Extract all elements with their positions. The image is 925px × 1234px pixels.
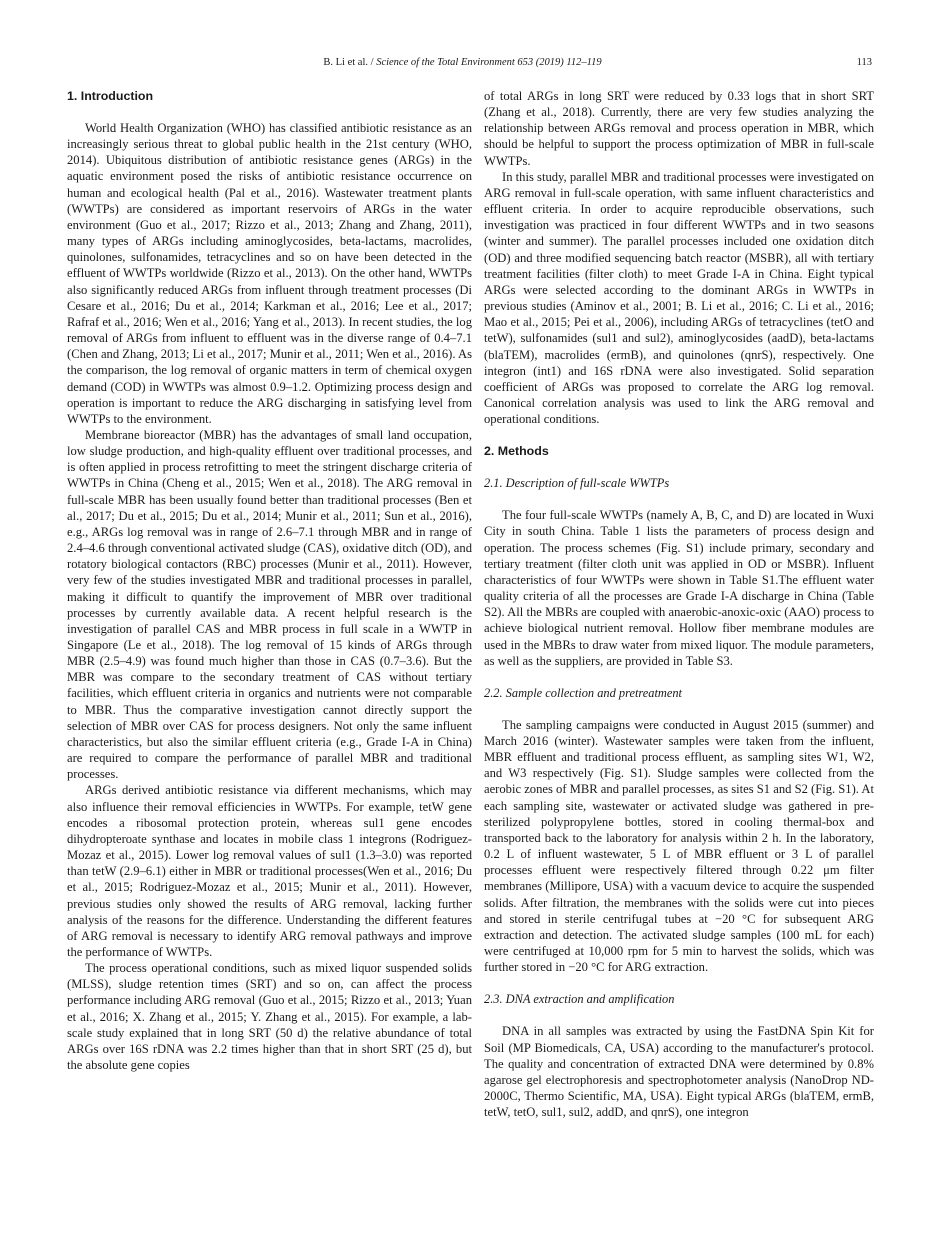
running-head [0, 57, 925, 68]
running-head-journal: Science of the Total Environment 653 (2019) 112–119 [376, 57, 602, 68]
section-heading-introduction: 1. Introduction [67, 89, 154, 103]
subsection-heading-2-3: 2.3. DNA extraction and amplification [484, 992, 675, 1007]
intro-paragraph-1: World Health Organization (WHO) has classified antibiotic resistance as an increasingly serious threat to global public health in the 21st century (WHO, 2014). Ubiquitous distribution of antibiotic resistance genes (ARGs) in the aquatic environment posed the risks of antibiotic resistance occurrence on human and ecological health (Pal et al., 2016). Wastewater treatment plants (WWTPs) are considered as important reservoirs of ARGs in the water environment (Guo et al., 2017; Rizzo et al., 2013; Zhang and Zhang, 2011), many types of ARGs including aminoglycosides, beta-lactams, macrolides, quinolones, sulfonamides, tetracyclines and so on have been detected in the effluent of WWTPs worldwide (Rizzo et al., 2013). On the other hand, WWTPs also significantly reduced ARGs from influent through treatment processes (Di Cesare et al., 2016; Du et al., 2014; Karkman et al., 2016; Lee et al., 2017; Rafraf et al., 2016; Wen et al., 2016; Yang et al., 2013). In recent studies, the log removal of ARGs from influent to effluent was in the diverse range of 0.4–7.1 (Chen and Zhang, 2013; Li et al., 2017; Munir et al., 2011; Wen et al., 2016). As the comparison, the log removal of organic matters in term of chemical oxygen demand (COD) in WWTPs was almost 0.9–1.2. Optimizing process design and operation is important to reduce the ARG discharging in satisfying level from WWTPs to the environment. [67, 121, 472, 426]
left-column [67, 88, 472, 1073]
subsection-heading-2-1: 2.1. Description of full-scale WWTPs [484, 476, 670, 491]
methods-paragraph-2-2: The sampling campaigns were conducted in August 2015 (summer) and March 2016 (winter). Wastewater samples were taken from the influent, MBR effluent and traditional process effluent, as sampling sites W1, W2, and W3 respectively (Fig. S1). Sludge samples were collected from the aerobic zones of MBR and parallel processes, as sites S1 and S2 (Fig. S1). At each sampling site, wastewater or activated sludge was gathered in pre-sterilized polypropylene bottles, stored in cooling thermal-box and transported back to the laboratory for analysis within 2 h. In the laboratory, 0.2 L of influent wastewater, 5 L of MBR effluent or 3 L of parallel processes effluent were respectively filtered through 0.22 μm filter membranes (Millipore, USA) with a vacuum device to acquire the suspended solids. After filtration, the membranes with the solids were cut into pieces and stored in sterile centrifugal tubes at −20 °C for subsequent ARG extraction and detection. The activated sludge samples (100 mL for each) were centrifuged at 10,000 rpm for 5 min to harvest the solids, which was further stored in −20 °C for ARG extraction. [484, 717, 874, 975]
page-number: 113 [856, 57, 872, 68]
intro-paragraph-5: In this study, parallel MBR and traditional processes were investigated on ARG removal in full-scale operation, with same influent characteristics and effluent criteria. In order to acquire reproducible observations, such investigation was practiced in four different WWTPs and in two seasons (winter and summer). The parallel processes included one oxidation ditch (OD) and three modified sequencing batch reactor (MSBR), all with tertiary treatment facilities (filter cloth) to meet Grade I-A in China. Eight typical ARGs were selected according to the dominant ARGs in WWTPs in previous studies (Aminov et al., 2001; B. Li et al., 2016; C. Li et al., 2016; Mao et al., 2015; Pei et al., 2006), including ARGs of tetracyclines (tetO and tetW), sulfonamides (sul1 and sul2), aminoglycosides (aadD), beta-lactams (blaTEM), macrolides (ermB), and quinolones (qnrS), respectively. One integron (int1) and 16S rDNA were also investigated. Solid separation coefficient of ARGs was proposed to correlate the ARG log removal. Canonical correlation analysis was used to link the ARG removal and operational conditions. [484, 169, 874, 427]
intro-paragraph-3: ARGs derived antibiotic resistance via different mechanisms, which may also influence their removal efficiencies in WWTPs. For example, tetW gene encodes a ribosomal protection protein, whereas sul1 gene encodes dihydropteroate synthase and locates in mobile class 1 integrons (Rodriguez-Mozaz et al., 2015). Lower log removal values of sul1 (1.3–3.0) was reported than tetW (2.9–6.1) either in MBR or traditional processes(Wen et al., 2016; Du et al., 2015; Rodriguez-Mozaz et al., 2015; Munir et al., 2011). However, previous studies only showed the results of ARG removal, lacking further analysis of the reasons for the difference. Understanding the different features of ARG removal is necessary to identify ARG removal pathways and improve the performance of WWTPs. [67, 783, 472, 959]
intro-paragraph-2: Membrane bioreactor (MBR) has the advantages of small land occupation, low sludge production, and high-quality effluent over traditional processes, and is often applied in process retrofitting to meet the stringent discharge criteria of WWTPs in China (Cheng et al., 2015; Wen et al., 2018). The ARG removal in full-scale MBR has been usually found better than traditional processes (Ben et al., 2017; Du et al., 2015; Du et al., 2014; Munir et al., 2011; Sun et al., 2016), e.g., ARGs log removal was in range of 2.6–7.1 through MBR and in range of 2.4–4.6 through conventional activated sludge (CAS), oxidative ditch (OD), and rotatory biological contactors (RBC) processes (Munir et al., 2011). However, very few of the studies investigated MBR and traditional processes in parallel, making it difficult to quantify the improvement of MBR over traditional processes by currently available data. A recent helpful research is the investigation of parallel CAS and MBR process in full scale in a WWTP in Singapore (Le et al., 2018). The log removal of 15 kinds of ARGs through MBR (2.5–4.9) was found much higher than those in CAS (0.7–3.6). But the MBR was compare to the secondary treatment of CAS without tertiary facilities, which effluent criteria in organics and nutrients were not comparable to MBR. Thus the comparative investigation cannot directly support the selection of MBR over CAS for process designers. Not only the same influent characteristics, but also the similar effluent criteria (e.g., Grade I-A in China) are required to compare the performance of parallel MBR and traditional processes. [67, 427, 472, 782]
methods-paragraph-2-1: The four full-scale WWTPs (namely A, B, C, and D) are located in Wuxi City in south China. Table 1 lists the parameters of process design and operation. The process schemes (Fig. S1) include primary, secondary and tertiary treatment (filter cloth unit was applied in OD or MSBR). Influent characteristics of four WWTPs were shown in Table S1.The effluent water quality criteria of all the processes are Grade I-A discharge in China (Table S2). All the MBRs are coupled with anaerobic-anoxic-oxic (AAO) process to achieve biological nutrient removal. Hollow fiber membrane modules are used in the MBRs to draw water from mixed liquor. The module parameters, as well as the suppliers, are provided in Table S3. [484, 508, 874, 668]
intro-paragraph-4-continued: of total ARGs in long SRT were reduced by 0.33 logs that in short SRT (Zhang et al., 2018). Currently, there are very few studies analyzing the relationship between ARGs removal and process operation in MBR, which should be helpful to support the process optimization of MBR in full-scale WWTPs. [484, 89, 874, 168]
section-heading-methods: 2. Methods [484, 444, 549, 459]
right-column [484, 88, 874, 1120]
subsection-heading-2-2: 2.2. Sample collection and pretreatment [484, 685, 682, 700]
intro-paragraph-4: The process operational conditions, such as mixed liquor suspended solids (MLSS), sludge retention times (SRT) and so on, can affect the process performance including ARG removal (Guo et al., 2015; Rizzo et al., 2013; Yuan et al., 2016; X. Zhang et al., 2015; Y. Zhang et al., 2015). For example, a lab-scale study explained that in long SRT (50 d) the relative abundance of total ARGs over 16S rDNA was 2.2 times higher than that in short SRT (25 d), but the absolute gene copies [67, 961, 472, 1073]
running-head-authors: B. Li et al. / [323, 57, 377, 68]
methods-paragraph-2-3: DNA in all samples was extracted by using the FastDNA Spin Kit for Soil (MP Biomedicals, CA, USA) according to the manufacturer's protocol. The quality and concentration of extracted DNA were determined by 0.8% agarose gel electrophoresis and spectrophotometer analysis (NanoDrop ND-2000C, Thermo Scientific, MA, USA). Eight typical ARGs (blaTEM, ermB, tetW, tetO, sul1, sul2, addD, and qnrS), one integron [484, 1024, 874, 1120]
